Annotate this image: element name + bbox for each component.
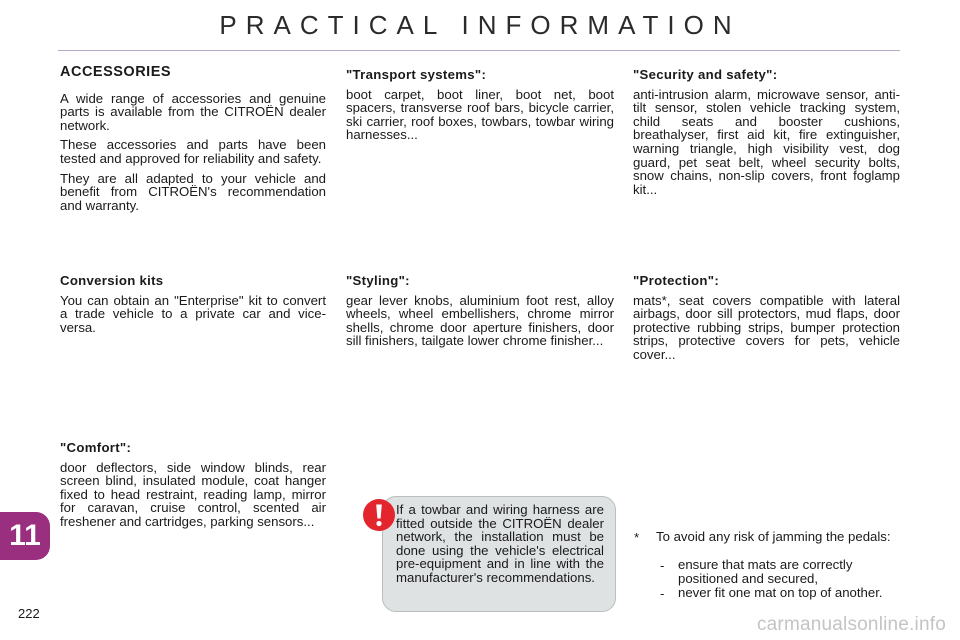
conversion-section — [60, 274, 326, 340]
transport-heading: "Transport systems": — [346, 67, 487, 82]
footnote-text: To avoid any risk of jamming the pedals: — [656, 529, 891, 544]
conversion-heading: Conversion kits — [60, 273, 164, 288]
footnote-item-2: never fit one mat on top of another. — [678, 585, 883, 600]
comfort-heading: "Comfort": — [60, 440, 132, 455]
accessories-section — [60, 66, 326, 218]
chapter-number: 11 — [9, 519, 41, 552]
header-divider — [58, 50, 900, 51]
footnote-dash-2: - — [660, 586, 665, 601]
page-number: 222 — [18, 606, 40, 621]
comfort-text: door deflectors, side window blinds, rear screen blind, insulated module, coat hanger fixed to head restraint, reading lamp, mirror for caravan, cruise control, scented air freshener and cartridges, parking sensors... — [60, 459, 326, 529]
styling-text: gear lever knobs, aluminium foot rest, alloy wheels, wheel embellishers, chrome mirror shells, chrome door aperture finishers, door sill finishers, tailgate lower chrome finisher... — [346, 292, 614, 349]
security-heading: "Security and safety": — [633, 67, 778, 82]
footnote-dash-1: - — [660, 558, 665, 573]
security-section — [633, 68, 900, 202]
comfort-section — [60, 441, 326, 535]
watermark: carmanualsonline.info — [756, 614, 946, 635]
accessories-paragraph-3: They are all adapted to your vehicle and benefit from CITROËN's recommendation and warranty. — [60, 170, 326, 213]
transport-section — [346, 68, 614, 148]
security-text: anti-intrusion alarm, microwave sensor, anti-tilt sensor, stolen vehicle tracking system, child seats and booster cushions, breathalyser, first aid kit, fire extinguisher, warning triangle, high visibility vest, dog guard, pet seat belt, wheel security bolts, snow chains, non-slip covers, front foglamp kit... — [633, 86, 900, 197]
accessories-paragraph-1: A wide range of accessories and genuine parts is available from the CITROËN dealer network. — [60, 90, 326, 133]
styling-section — [346, 274, 614, 354]
styling-heading: "Styling": — [346, 273, 410, 288]
protection-text: mats*, seat covers compatible with lateral airbags, door sill protectors, mud flaps, door protective rubbing strips, bumper protection strips, protective covers for pets, vehicle cover... — [633, 292, 900, 362]
footnote-item-1: ensure that mats are correctly positioned and secured, — [678, 557, 853, 586]
page-title: PRACTICAL INFORMATION — [219, 10, 741, 40]
accessories-heading: ACCESSORIES — [60, 64, 172, 80]
exclamation-icon — [362, 498, 396, 532]
footnote-marker: * — [634, 530, 640, 545]
warning-text: If a towbar and wiring harness are fitted outside the CITROËN dealer network, the installation must be done using the vehicle's electrical pre-equipment and in line with the manufacturer's recommendations. — [396, 502, 604, 585]
transport-text: boot carpet, boot liner, boot net, boot spacers, transverse roof bars, bicycle carrier, ski carrier, roof boxes, towbars, towbar wiring harnesses... — [346, 86, 614, 143]
accessories-paragraph-2: These accessories and parts have been tested and approved for reliability and safety. — [60, 137, 326, 166]
conversion-text: You can obtain an "Enterprise" kit to convert a trade vehicle to a private car and vice-versa. — [60, 292, 326, 335]
protection-heading: "Protection": — [633, 273, 720, 288]
protection-section — [633, 274, 900, 368]
